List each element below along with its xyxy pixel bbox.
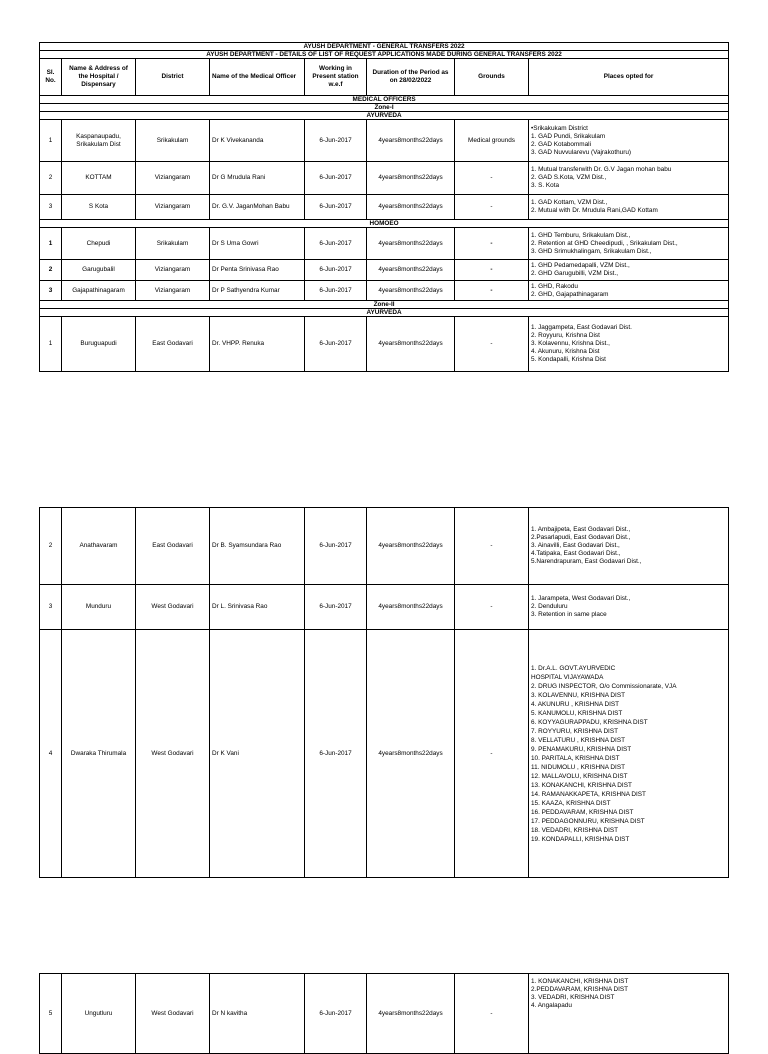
- cell-duration: 4years8months22days: [367, 281, 455, 301]
- cell-officer: Dr K Vani: [210, 630, 305, 878]
- header-duration: Duration of the Period as on 28/02/2022: [367, 59, 455, 96]
- header-working: Working in Present station w.e.f: [305, 59, 367, 96]
- cell-places: [529, 260, 729, 281]
- cell-grounds: -: [455, 585, 529, 630]
- cell-places: [529, 585, 729, 630]
- place-item: 1. Jaggampeta, East Godavari Dist.: [531, 324, 632, 331]
- cell-duration: 4years8months22days: [367, 162, 455, 195]
- cell-duration: 4years8months22days: [367, 974, 455, 1054]
- table-row: [40, 281, 729, 301]
- cell-district: West Godavari: [136, 974, 210, 1054]
- place-item: 19. KONDAPALLI, KRISHNA DIST: [531, 835, 630, 843]
- place-item: 3. S. Kota: [531, 182, 560, 189]
- section-ayurveda-zone-1: AYURVEDA: [40, 112, 729, 120]
- cell-district: Srikakulam: [136, 228, 210, 260]
- cell-places: [529, 508, 729, 585]
- place-item: 1. GHD Pedamedapalli, VZM Dist.,: [531, 262, 630, 269]
- table-row: [40, 228, 729, 260]
- cell-working: 6-Jun-2017: [305, 281, 367, 301]
- cell-duration: 4years8months22days: [367, 228, 455, 260]
- place-item: 3. GHD Srimukhalingam, Srikakulam Dist.,: [531, 247, 652, 255]
- cell-hospital: Anathavaram: [62, 508, 136, 585]
- section-zone-2: Zone-II: [40, 301, 729, 309]
- cell-places: [529, 120, 729, 162]
- section-medical-officers: MEDICAL OFFICERS: [40, 96, 729, 104]
- cell-places: [529, 974, 729, 1054]
- cell-hospital: Gajapathinagaram: [62, 281, 136, 301]
- place-item: 8. VELLATURU , KRISHNA DIST: [531, 736, 625, 744]
- place-item: 4. Akunuru, Krishna Dist: [531, 348, 600, 355]
- cell-officer: Dr P Sathyendra Kumar: [210, 281, 305, 301]
- place-item: 2. GHD Garugubilli, VZM Dist.,: [531, 270, 619, 277]
- section-ayurveda-zone-2: AYURVEDA: [40, 309, 729, 317]
- place-item: 2. Royyuru, Krishna Dist: [531, 332, 600, 339]
- cell-grounds: -: [455, 281, 529, 301]
- cell-hospital: Dwaraka Thirumala: [62, 630, 136, 878]
- cell-officer: Dr. G.V. JaganMohan Babu: [210, 195, 305, 220]
- table-row: [40, 317, 729, 372]
- cell-working: 6-Jun-2017: [305, 630, 367, 878]
- cell-duration: 4years8months22days: [367, 195, 455, 220]
- place-item: 5. KANUMOLU, KRISHNA DIST: [531, 709, 623, 717]
- cell-officer: Dr G Mrudula Rani: [210, 162, 305, 195]
- cell-duration: 4years8months22days: [367, 317, 455, 372]
- place-item: 5. Kondapalli, Krishna Dist: [531, 356, 606, 363]
- section-homoeo: HOMOEO: [40, 220, 729, 228]
- cell-places: [529, 630, 729, 878]
- cell-places: [529, 162, 729, 195]
- header-officer: Name of the Medical Officer: [210, 59, 305, 96]
- cell-district: Viziangaram: [136, 195, 210, 220]
- cell-duration: 4years8months22days: [367, 508, 455, 585]
- cell-duration: 4years8months22days: [367, 260, 455, 281]
- cell-hospital: Garugubalil: [62, 260, 136, 281]
- place-item: 2. Mutual with Dr. Mrudula Rani,GAD Kottam: [531, 207, 658, 214]
- cell-sl: 2: [40, 162, 62, 195]
- place-item: 4.Tatipaka, East Godavari Dist.,: [531, 550, 621, 557]
- cell-district: East Godavari: [136, 317, 210, 372]
- cell-grounds: -: [455, 260, 529, 281]
- place-item: 17. PEDDAGONNURU, KRISHNA DIST: [531, 817, 645, 825]
- cell-district: Srikakulam: [136, 120, 210, 162]
- place-item: 1. Ambajipeta, East Godavari Dist.,: [531, 526, 631, 533]
- place-item: 2. Retention at GHD Cheedipudi, , Srikakulam Dist.,: [531, 239, 678, 247]
- header-grounds: Grounds: [455, 59, 529, 96]
- sub-title: AYUSH DEPARTMENT - DETAILS OF LIST OF REQUEST APPLICATIONS MADE DURING GENERAL TRANSFERS 2022: [40, 51, 729, 59]
- place-item: 2. GHD, Gajapathinagaram: [531, 290, 609, 298]
- cell-working: 6-Jun-2017: [305, 508, 367, 585]
- place-item: 4. AKUNURU , KRISHNA DIST: [531, 700, 620, 708]
- cell-places: [529, 317, 729, 372]
- cell-grounds: -: [455, 508, 529, 585]
- cell-sl: 5: [40, 974, 62, 1054]
- cell-sl: 3: [40, 281, 62, 301]
- section-zone-1: Zone-I: [40, 104, 729, 112]
- cell-grounds: -: [455, 195, 529, 220]
- cell-hospital: Kaspanaupadu, Srikakulam Dist: [62, 120, 136, 162]
- cell-district: East Godavari: [136, 508, 210, 585]
- table-row: [40, 195, 729, 220]
- cell-grounds: -: [455, 228, 529, 260]
- place-item: 2. DRUG INSPECTOR, O/o Commissionarate, VJA: [531, 682, 677, 690]
- place-item: 3. GAD Nuvvularevu (Vajrakothuru): [531, 148, 632, 156]
- place-item: 5.Narendrapuram, East Godavari Dist.,: [531, 558, 642, 565]
- place-item: 18. VEDADRI, KRISHNA DIST: [531, 826, 619, 834]
- cell-sl: 1: [40, 228, 62, 260]
- place-item: 15. KAAZA, KRISHNA DIST: [531, 799, 611, 807]
- cell-working: 6-Jun-2017: [305, 120, 367, 162]
- place-item: 3. VEDADRI, KRISHNA DIST: [531, 994, 615, 1001]
- place-item: 2. Denduluru: [531, 603, 568, 610]
- place-item: HOSPITAL VIJAYAWADA: [531, 673, 604, 681]
- cell-grounds: -: [455, 162, 529, 195]
- table-row: [40, 585, 729, 630]
- table-row: [40, 508, 729, 585]
- cell-places: [529, 228, 729, 260]
- place-item: 1. GHD, Rakodu: [531, 282, 578, 290]
- cell-hospital: Buruguapudi: [62, 317, 136, 372]
- cell-grounds: -: [455, 317, 529, 372]
- cell-officer: Dr K Vivekananda: [210, 120, 305, 162]
- place-item: 2. GAD Kotabommali: [531, 140, 592, 148]
- place-item: 11. NIDUMOLU , KRISHNA DIST: [531, 763, 625, 771]
- table-row: [40, 260, 729, 281]
- cell-working: 6-Jun-2017: [305, 317, 367, 372]
- place-item: 6. KOYYAGURAPPADU, KRISHNA DIST: [531, 718, 648, 726]
- cell-officer: Dr N kavitha: [210, 974, 305, 1054]
- cell-sl: 1: [40, 120, 62, 162]
- cell-officer: Dr S Uma Gowri: [210, 228, 305, 260]
- cell-grounds: -: [455, 974, 529, 1054]
- cell-sl: 3: [40, 585, 62, 630]
- place-item: 2. GAD S.Kota, VZM Dist.,: [531, 174, 607, 181]
- header-places: Places opted for: [529, 59, 729, 96]
- cell-working: 6-Jun-2017: [305, 585, 367, 630]
- cell-places: [529, 195, 729, 220]
- table-row: [40, 630, 729, 878]
- place-item: 13. KONAKANCHI, KRISHNA DIST: [531, 781, 632, 789]
- cell-sl: 2: [40, 260, 62, 281]
- cell-district: West Godavari: [136, 630, 210, 878]
- place-item: 1. GHD Temburu, Srikakulam Dist.,: [531, 231, 631, 239]
- cell-duration: 4years8months22days: [367, 120, 455, 162]
- place-item: 1. GAD Kottam, VZM Dist.,: [531, 199, 608, 206]
- cell-duration: 4years8months22days: [367, 630, 455, 878]
- place-item: 12. MALLAVOLU, KRISHNA DIST: [531, 772, 628, 780]
- cell-sl: 2: [40, 508, 62, 585]
- place-item: 4. Angalapadu: [531, 1002, 572, 1009]
- table-row: [40, 162, 729, 195]
- place-item: 1. Mutual transferwith Dr. G.V Jagan mohan babu: [531, 166, 672, 173]
- place-item: 2.Pasarlapudi, East Godavari Dist.,: [531, 534, 631, 541]
- cell-working: 6-Jun-2017: [305, 228, 367, 260]
- cell-officer: Dr B. Syamsundara Rao: [210, 508, 305, 585]
- cell-hospital: S Kota: [62, 195, 136, 220]
- transfer-table-page-1: [39, 42, 729, 372]
- cell-duration: 4years8months22days: [367, 585, 455, 630]
- cell-hospital: Chepudi: [62, 228, 136, 260]
- cell-sl: 1: [40, 317, 62, 372]
- cell-district: Viziangaram: [136, 162, 210, 195]
- place-item: 16. PEDDAVARAM, KRISHNA DIST: [531, 808, 634, 816]
- place-item: 3. Retention in same place: [531, 611, 607, 618]
- cell-hospital: KOTTAM: [62, 162, 136, 195]
- cell-officer: Dr Penta Srinivasa Rao: [210, 260, 305, 281]
- place-item: 10. PARITALA, KRISHNA DIST: [531, 754, 620, 762]
- cell-district: Viziangaram: [136, 281, 210, 301]
- main-title: AYUSH DEPARTMENT - GENERAL TRANSFERS 2022: [40, 43, 729, 51]
- place-item: 1. GAD Pundi, Srikakulam: [531, 132, 606, 140]
- cell-sl: 4: [40, 630, 62, 878]
- cell-district: Viziangaram: [136, 260, 210, 281]
- transfer-table-page-2: [39, 507, 729, 878]
- cell-working: 6-Jun-2017: [305, 260, 367, 281]
- header-district: District: [136, 59, 210, 96]
- table-row: [40, 120, 729, 162]
- cell-places: [529, 281, 729, 301]
- place-item: 1. KONAKANCHI, KRISHNA DIST: [531, 978, 629, 985]
- place-item: 3. Kolavennu, Krishna Dist.,: [531, 340, 610, 347]
- cell-working: 6-Jun-2017: [305, 974, 367, 1054]
- place-item: 7. ROYYURU, KRISHNA DIST: [531, 727, 619, 735]
- table-row: [40, 974, 729, 1054]
- cell-district: West Godavari: [136, 585, 210, 630]
- cell-hospital: Munduru: [62, 585, 136, 630]
- place-item: 9. PENAMAKURU, KRISHNA DIST: [531, 745, 632, 753]
- cell-working: 6-Jun-2017: [305, 162, 367, 195]
- cell-officer: Dr. VHPP. Renuka: [210, 317, 305, 372]
- place-item: 2.PEDDAVARAM, KRISHNA DIST: [531, 986, 629, 993]
- header-sl: Sl. No.: [40, 59, 62, 96]
- place-item: 14. RAMANAKKAPETA, KRISHNA DIST: [531, 790, 646, 798]
- place-item: 3. KOLAVENNU, KRISHNA DIST: [531, 691, 625, 699]
- cell-hospital: Ungutluru: [62, 974, 136, 1054]
- cell-grounds: -: [455, 630, 529, 878]
- place-item: •Srikakukam District: [531, 124, 588, 132]
- transfer-table-page-3: [39, 973, 729, 1054]
- cell-working: 6-Jun-2017: [305, 195, 367, 220]
- place-item: 1. Dr.A.L. GOVT.AYURVEDIC: [531, 664, 616, 672]
- header-name: Name & Address of the Hospital / Dispensary: [62, 59, 136, 96]
- cell-sl: 3: [40, 195, 62, 220]
- cell-grounds: Medical grounds: [455, 120, 529, 162]
- cell-officer: Dr L. Srinivasa Rao: [210, 585, 305, 630]
- place-item: 3. Ainavilli, East Godavari Dist.,: [531, 542, 620, 549]
- place-item: 1. Jarampeta, West Godavari Dist.,: [531, 595, 631, 602]
